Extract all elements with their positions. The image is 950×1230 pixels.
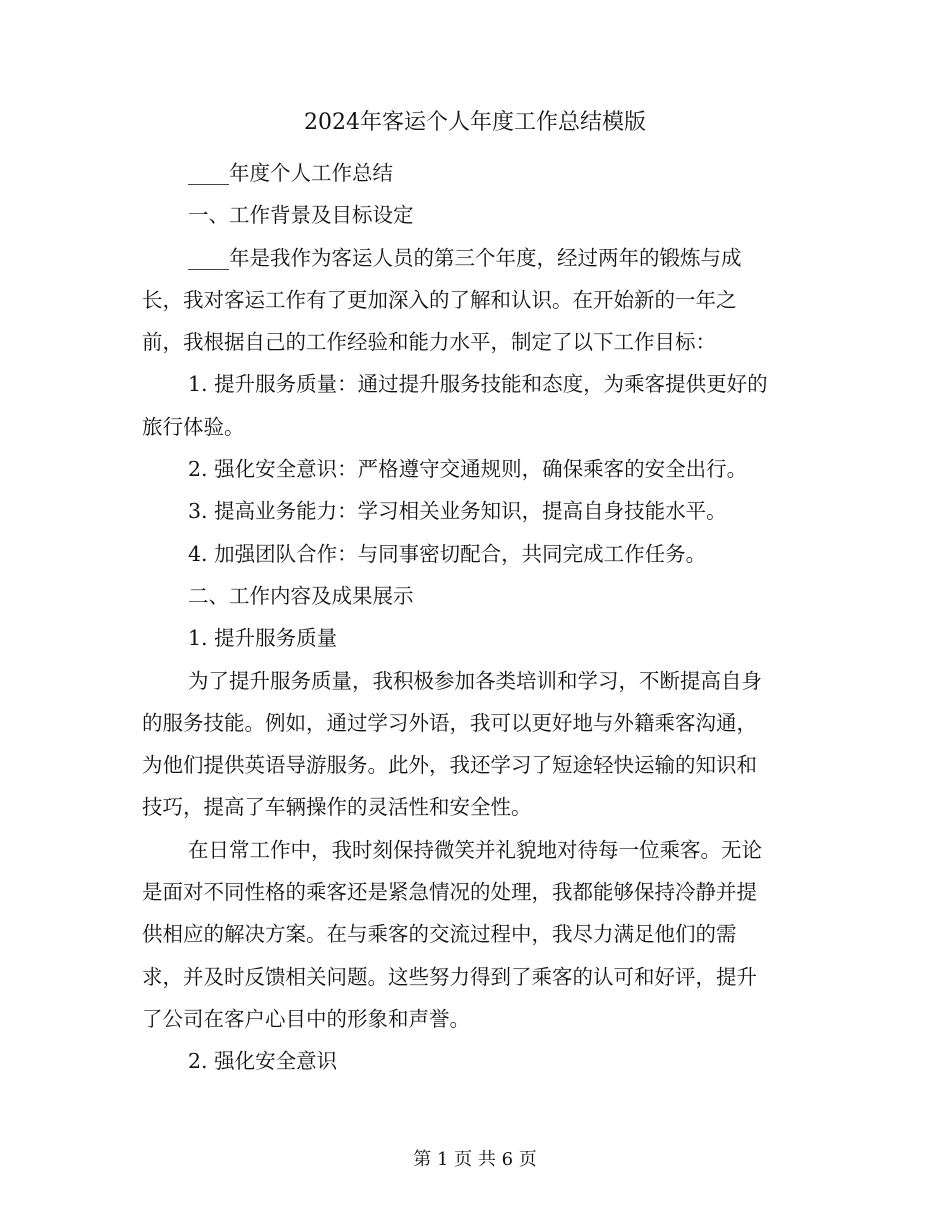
section-heading: ____年度个人工作总结 [188,161,393,185]
paragraph-line: 的服务技能。例如，通过学习外语，我可以更好地与外籍乘客沟通， [142,710,757,735]
list-item: 3. 提高业务能力：学习相关业务知识，提高自身技能水平。 [188,499,727,524]
section-heading: 一、工作背景及目标设定 [188,203,414,228]
paragraph-line: 长，我对客运工作有了更加深入的了解和认识。在开始新的一年之 [142,287,737,312]
paragraph-line: 了公司在客户心目中的形象和声誉。 [142,1006,470,1031]
list-item: 2. 强化安全意识：严格遵守交通规则，确保乘客的安全出行。 [188,457,748,482]
section-heading: 二、工作内容及成果展示 [188,583,414,608]
list-item: 4. 加强团队合作：与同事密切配合，共同完成工作任务。 [188,541,707,566]
paragraph-line: 技巧，提高了车辆操作的灵活性和安全性。 [142,795,532,820]
paragraph-line: ____年是我作为客运人员的第三个年度，经过两年的锻炼与成 [188,245,742,270]
paragraph-line: 前，我根据自己的工作经验和能力水平，制定了以下工作目标： [142,330,716,355]
document-body [142,152,812,1083]
paragraph-line: 供相应的解决方案。在与乘客的交流过程中，我尽力满足他们的需 [142,922,737,947]
paragraph-line: 为他们提供英语导游服务。此外，我还学习了短途轻快运输的知识和 [142,753,757,778]
paragraph-line: 求，并及时反馈相关问题。这些努力得到了乘客的认可和好评，提升 [142,964,757,989]
subsection-heading: 2. 强化安全意识 [188,1049,338,1074]
paragraph-line: 在日常工作中，我时刻保持微笑并礼貌地对待每一位乘客。无论 [188,837,762,862]
paragraph-line: 是面对不同性格的乘客还是紧急情况的处理，我都能够保持冷静并提 [142,880,757,905]
page-footer: 第 1 页 共 6 页 [413,1149,537,1170]
list-item-continuation: 旅行体验。 [142,414,245,439]
paragraph-line: 为了提升服务质量，我积极参加各类培训和学习，不断提高自身 [188,668,762,693]
list-item: 1. 提升服务质量：通过提升服务技能和态度，为乘客提供更好的 [188,372,768,397]
subsection-heading: 1. 提升服务质量 [188,626,338,651]
document-title: 2024年客运个人年度工作总结模版 [304,110,646,135]
